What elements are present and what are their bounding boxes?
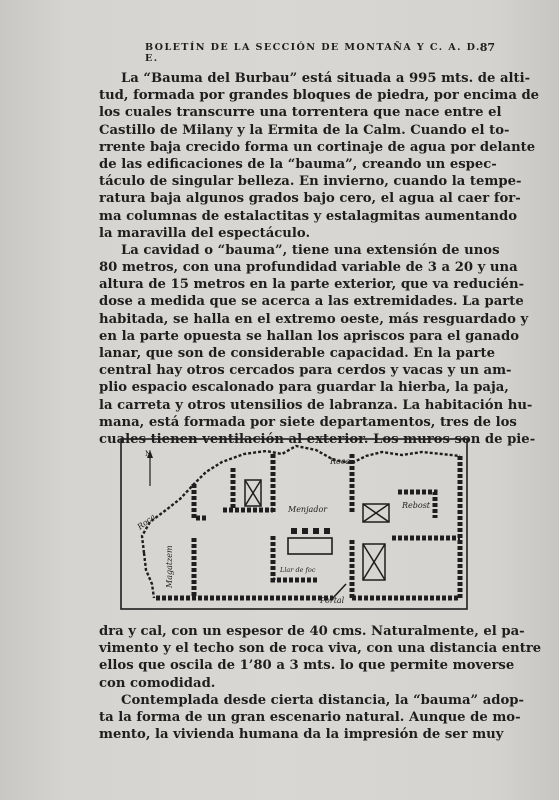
running-header <box>145 42 495 64</box>
text-line: La “Bauma del Burbau” está situada a 995 mts. de alti- <box>121 71 531 86</box>
text-line: 80 metros, con una profundidad variable de 3 a 20 y una <box>99 260 518 276</box>
north-label: N <box>145 450 152 458</box>
label-llar-de-foc: Llar de foc <box>280 566 316 574</box>
text-line: plio espacio escalonado para guardar la hierba, la paja, <box>99 380 509 396</box>
text-line: mento, la vivienda humana da la impresión de ser muy <box>99 727 504 743</box>
label-rebost: Rebost <box>402 501 431 510</box>
text-line: los cuales transcurre una torrentera que nace entre el <box>99 105 502 121</box>
text-line: ma columnas de estalactitas y estalagmitas aumentando <box>99 208 518 224</box>
label-portal: Portal <box>320 596 345 605</box>
text-line: con comodidad. <box>99 675 216 691</box>
text-line: habitada, se halla en el extremo oeste, más resguardado y <box>99 311 529 327</box>
text-line: vimento y el techo son de roca viva, con una distancia entre <box>99 641 542 657</box>
text-line: Contemplada desde cierta distancia, la “bauma” adop- <box>121 692 524 708</box>
page-number: 87 <box>479 41 495 54</box>
running-title: BOLETÍN DE LA SECCIÓN DE MONTAÑA Y C. A. D. E. <box>145 42 481 64</box>
text-line: en la parte opuesta se hallan los apriscos para el ganado <box>99 328 519 344</box>
text-line: La cavidad o “bauma”, tiene una extensión de unos <box>121 242 500 258</box>
text-line: de las edificaciones de la “bauma”, creando un espec- <box>99 156 497 172</box>
dining-table <box>288 538 332 554</box>
label-roca-top: Roca <box>330 457 351 466</box>
south-wall-east <box>352 456 460 598</box>
text-line: cuales tienen ventilación al exterior. Los muros son de pie- <box>99 431 536 447</box>
rock-outline-left <box>144 553 154 598</box>
body-text-bottom <box>99 623 542 743</box>
text-line: rrente baja crecido forma un cortinaje de agua por delante <box>99 139 536 155</box>
label-magatzem: Magatzem <box>165 545 174 588</box>
text-line: ratura baja algunos grados bajo cero, el agua al caer for- <box>99 191 521 207</box>
text-line: ellos que oscila de 1’80 a 3 mts. lo que permite moverse <box>99 658 515 674</box>
text-line: táculo de singular belleza. En invierno, cuando la tempe- <box>99 174 522 190</box>
label-menjador: Menjador <box>288 505 328 514</box>
text-line: mana, está formada por siete departamentos, tres de los <box>99 414 517 430</box>
text-line: central hay otros cercados para cerdos y vacas y un am- <box>99 363 512 379</box>
text-line: la carreta y otros utensilios de labranza. La habitación hu- <box>99 397 533 413</box>
text-line: tud, formada por grandes bloques de piedra, por encima de <box>99 88 540 104</box>
text-line: Castillo de Milany y la Ermita de la Calm. Cuando el to- <box>99 122 510 138</box>
text-line: la maravilla del espectáculo. <box>99 225 311 241</box>
text-line: ta la forma de un gran escenario natural. Aunque de mo- <box>99 709 521 725</box>
text-line: dra y cal, con un espesor de 40 cms. Naturalmente, el pa- <box>99 624 525 639</box>
text-line: lanar, que son de considerable capacidad. En la parte <box>99 346 495 361</box>
west-room-wall <box>194 484 208 518</box>
label-roca-left: Roca <box>135 512 158 532</box>
text-line: altura de 15 metros en la parte exterior, que va reducién- <box>99 277 525 293</box>
text-line: dose a medida que se acerca a las extremidades. La parte <box>99 294 524 310</box>
floor-plan-figure <box>120 438 468 610</box>
body-text-top <box>99 70 540 448</box>
